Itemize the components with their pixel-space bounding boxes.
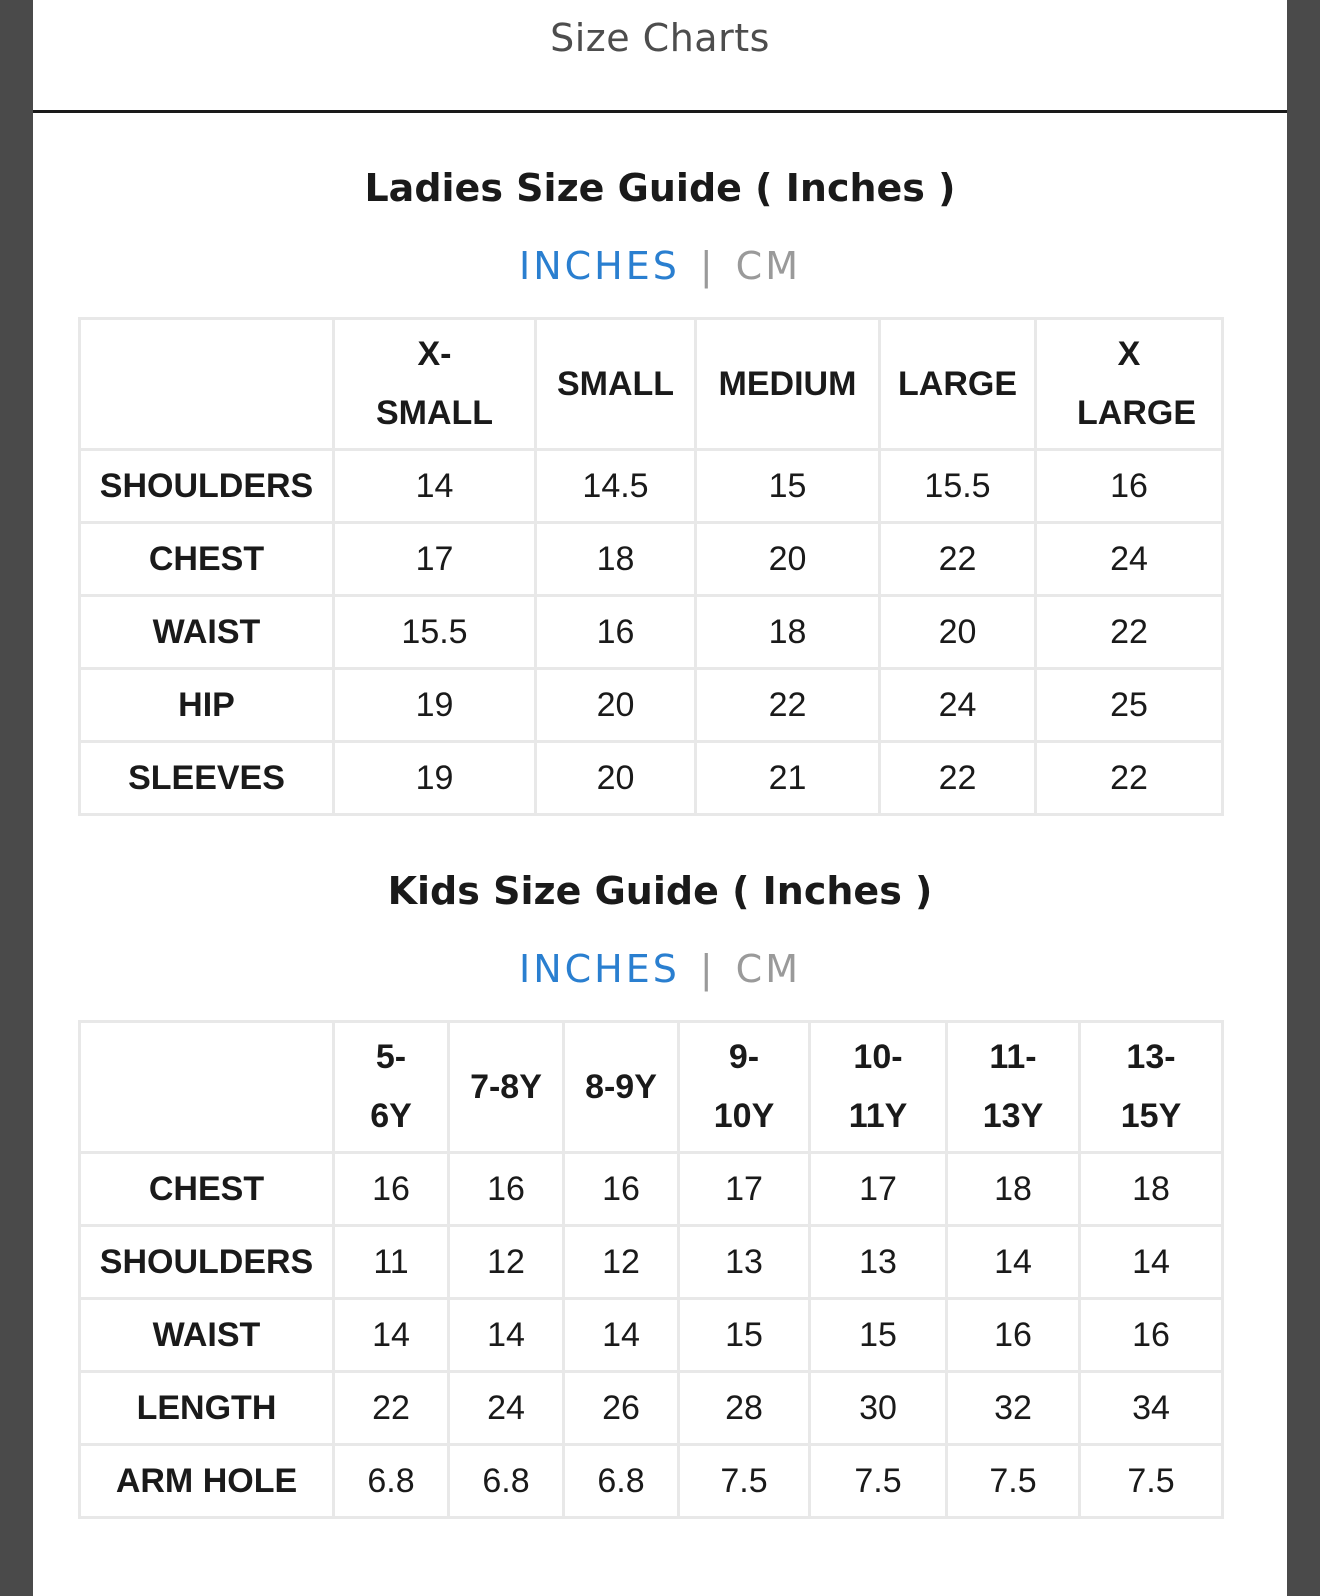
ladies-guide-title: Ladies Size Guide ( Inches ) (364, 166, 956, 210)
size-value: 14 (1080, 1226, 1223, 1299)
size-value: 25 (1036, 669, 1223, 742)
column-header: 13-15Y (1080, 1022, 1223, 1153)
size-value: 14 (334, 450, 536, 523)
table-row (80, 1153, 1223, 1226)
size-value: 16 (1036, 450, 1223, 523)
size-value: 16 (334, 1153, 449, 1226)
size-value: 15.5 (334, 596, 536, 669)
size-value: 20 (536, 742, 696, 815)
table-row (80, 450, 1223, 523)
size-value: 18 (536, 523, 696, 596)
kids-unit-toggle (33, 947, 1287, 991)
size-value: 24 (1036, 523, 1223, 596)
size-value: 12 (564, 1226, 679, 1299)
size-value: 7.5 (810, 1445, 947, 1518)
size-value: 18 (696, 596, 880, 669)
row-label: SLEEVES (80, 742, 334, 815)
kids-inches-tab[interactable]: INCHES (518, 947, 680, 991)
size-value: 6.8 (449, 1445, 564, 1518)
column-header: 8-9Y (564, 1022, 679, 1153)
size-value: 14 (947, 1226, 1080, 1299)
kids-size-table (78, 1020, 1224, 1519)
size-value: 17 (810, 1153, 947, 1226)
row-label: CHEST (80, 523, 334, 596)
size-value: 12 (449, 1226, 564, 1299)
size-value: 11 (334, 1226, 449, 1299)
size-value: 21 (696, 742, 880, 815)
size-chart-sheet (33, 0, 1287, 1596)
size-value: 16 (947, 1299, 1080, 1372)
table-row (80, 742, 1223, 815)
size-value: 14.5 (536, 450, 696, 523)
size-value: 7.5 (947, 1445, 1080, 1518)
size-value: 6.8 (334, 1445, 449, 1518)
column-header: LARGE (880, 319, 1036, 450)
size-value: 17 (679, 1153, 810, 1226)
size-value: 13 (679, 1226, 810, 1299)
table-row (80, 1299, 1223, 1372)
size-value: 6.8 (564, 1445, 679, 1518)
table-row (80, 1445, 1223, 1518)
row-label: CHEST (80, 1153, 334, 1226)
row-label: ARM HOLE (80, 1445, 334, 1518)
kids-guide-title: Kids Size Guide ( Inches ) (387, 869, 933, 913)
size-value: 20 (880, 596, 1036, 669)
size-value: 19 (334, 669, 536, 742)
size-value: 7.5 (1080, 1445, 1223, 1518)
table-header-row (80, 319, 1223, 450)
row-label: WAIST (80, 596, 334, 669)
size-value: 17 (334, 523, 536, 596)
ladies-inches-tab[interactable]: INCHES (518, 244, 680, 288)
unit-separator: | (699, 947, 716, 991)
table-row (80, 523, 1223, 596)
column-header: 5-6Y (334, 1022, 449, 1153)
size-value: 22 (880, 742, 1036, 815)
size-value: 15.5 (880, 450, 1036, 523)
table-row (80, 596, 1223, 669)
column-header: X LARGE (1036, 319, 1223, 450)
size-value: 14 (564, 1299, 679, 1372)
size-value: 20 (696, 523, 880, 596)
size-value: 14 (449, 1299, 564, 1372)
size-value: 15 (679, 1299, 810, 1372)
size-value: 13 (810, 1226, 947, 1299)
size-value: 16 (1080, 1299, 1223, 1372)
size-value: 22 (1036, 596, 1223, 669)
row-label: SHOULDERS (80, 450, 334, 523)
row-label: SHOULDERS (80, 1226, 334, 1299)
table-row (80, 1372, 1223, 1445)
corner-cell (80, 1022, 334, 1153)
size-value: 16 (536, 596, 696, 669)
page-title: Size Charts (550, 16, 770, 60)
size-value: 14 (334, 1299, 449, 1372)
size-value: 24 (449, 1372, 564, 1445)
size-value: 22 (334, 1372, 449, 1445)
ladies-size-table (78, 317, 1224, 816)
row-label: LENGTH (80, 1372, 334, 1445)
size-value: 18 (947, 1153, 1080, 1226)
column-header: 7-8Y (449, 1022, 564, 1153)
size-value: 22 (696, 669, 880, 742)
table-header-row (80, 1022, 1223, 1153)
size-value: 20 (536, 669, 696, 742)
table-row (80, 669, 1223, 742)
size-value: 22 (1036, 742, 1223, 815)
size-value: 24 (880, 669, 1036, 742)
column-header: 11-13Y (947, 1022, 1080, 1153)
size-value: 16 (564, 1153, 679, 1226)
size-value: 32 (947, 1372, 1080, 1445)
size-value: 15 (696, 450, 880, 523)
size-value: 18 (1080, 1153, 1223, 1226)
page-header (33, 0, 1287, 113)
size-value: 30 (810, 1372, 947, 1445)
size-value: 22 (880, 523, 1036, 596)
size-value: 34 (1080, 1372, 1223, 1445)
column-header: SMALL (536, 319, 696, 450)
column-header: MEDIUM (696, 319, 880, 450)
column-header: 10-11Y (810, 1022, 947, 1153)
column-header: 9-10Y (679, 1022, 810, 1153)
ladies-cm-tab[interactable]: CM (735, 244, 801, 288)
size-value: 28 (679, 1372, 810, 1445)
row-label: HIP (80, 669, 334, 742)
corner-cell (80, 319, 334, 450)
size-value: 19 (334, 742, 536, 815)
table-row (80, 1226, 1223, 1299)
kids-cm-tab[interactable]: CM (735, 947, 801, 991)
unit-separator: | (699, 244, 716, 288)
size-value: 15 (810, 1299, 947, 1372)
size-value: 7.5 (679, 1445, 810, 1518)
column-header: X-SMALL (334, 319, 536, 450)
row-label: WAIST (80, 1299, 334, 1372)
size-value: 16 (449, 1153, 564, 1226)
ladies-unit-toggle (33, 244, 1287, 288)
size-value: 26 (564, 1372, 679, 1445)
